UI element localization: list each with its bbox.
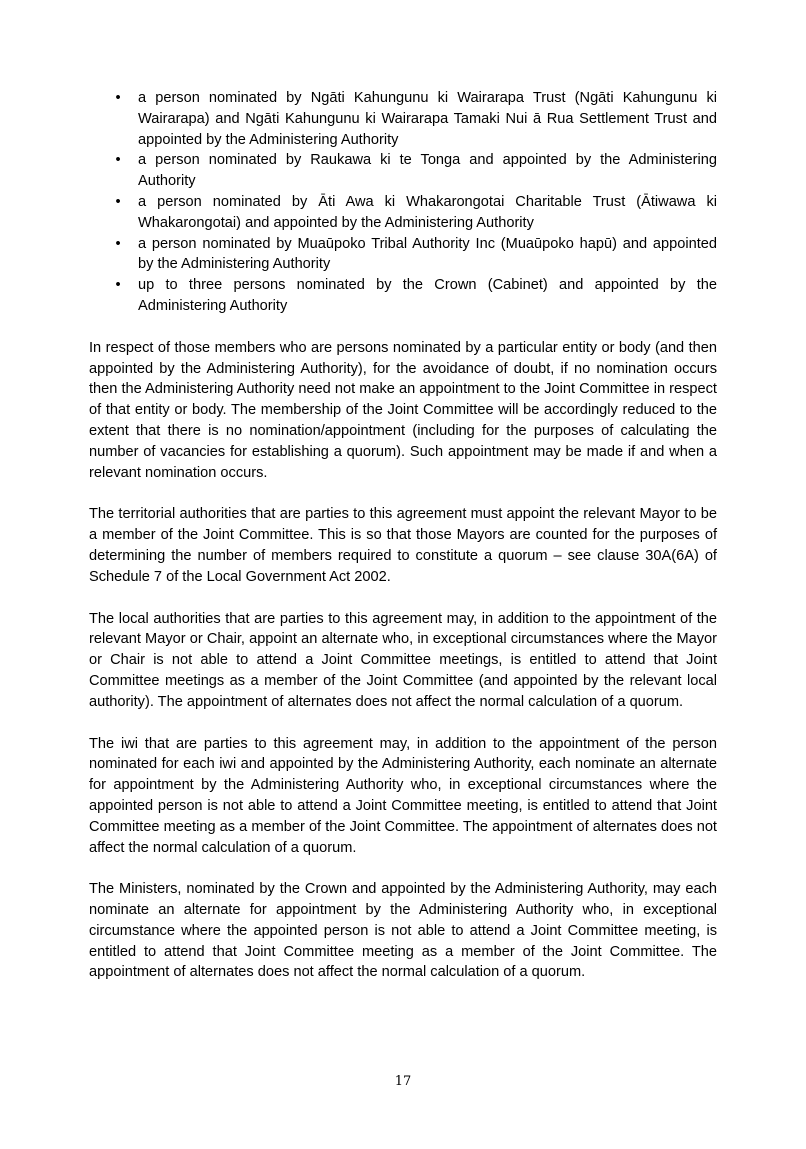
- bullet-item: [89, 150, 717, 192]
- page-number: 17: [394, 1074, 412, 1089]
- bullet-item: [89, 192, 717, 234]
- bullet-item: [89, 234, 717, 276]
- paragraph-local-authorities-alternates: The local authorities that are parties to this agreement may, in addition to the appointment of the relevant Mayor or Chair, appoint an alternate who, in exceptional circumstances where the Mayor or Chair is not able to attend a Joint Committee meetings, is entitled to attend that Joint Committee meetings as a member of the Joint Committee (and appointed by the relevant local authority). The appointment of alternates does not affect the normal calculation of a quorum.: [89, 610, 717, 710]
- bullet-text: a person nominated by Raukawa ki te Tonga and appointed by the Administering Authority: [138, 152, 717, 190]
- bullet-icon: •: [115, 193, 121, 210]
- paragraph-iwi-alternates: The iwi that are parties to this agreement may, in addition to the appointment of the person nominated for each iwi and appointed by the Administering Authority, each nominate an alternate for appointment by the Administering Authority who, in exceptional circumstances where the appointed person is not able to attend a Joint Committee meeting, is entitled to attend that Joint Committee meeting as a member of the Joint Committee. The appointment of alternates does not affect the normal calculation of a quorum.: [89, 735, 717, 856]
- bullet-item: [89, 275, 717, 317]
- bullet-icon: •: [115, 152, 121, 169]
- bullet-text: up to three persons nominated by the Crown (Cabinet) and appointed by the Administering Authority: [138, 277, 717, 314]
- paragraph-ministers-alternates: The Ministers, nominated by the Crown and appointed by the Administering Authority, may each nominate an alternate for appointment by the Administering Authority who, in exceptional circumstance where the appointed person is not able to attend a Joint Committee meeting, is entitled to attend that Joint Committee meeting as a member of the Joint Committee. The appointment of alternates does not affect the normal calculation of a quorum.: [89, 881, 717, 981]
- page-body: [89, 88, 717, 983]
- bullet-icon: •: [115, 277, 121, 294]
- bullet-text: a person nominated by Āti Awa ki Whakarongotai Charitable Trust (Ātiwawa ki Whakarongotai) and appointed by the Administering Authority: [138, 193, 717, 231]
- paragraph-territorial-authorities: The territorial authorities that are parties to this agreement must appoint the relevant Mayor to be a member of the Joint Committee. This is so that those Mayors are counted for the purposes of determining the number of members required to constitute a quorum – see clause 30A(6A) of Schedule 7 of the Local Government Act 2002.: [89, 506, 717, 585]
- nominee-bullet-list: [89, 88, 717, 317]
- bullet-item: [89, 88, 717, 150]
- bullet-icon: •: [115, 235, 121, 252]
- bullet-icon: •: [115, 90, 121, 106]
- bullet-text: a person nominated by Ngāti Kahungunu ki Wairarapa Trust (Ngāti Kahungunu ki Wairarapa) and Ngāti Kahungunu ki Wairarapa Tamaki Nui ā Rua Settlement Trust and appointed by the Administering Authority: [138, 90, 717, 148]
- paragraph-nomination: In respect of those members who are persons nominated by a particular entity or body (and then appointed by the Administering Authority), for the avoidance of doubt, if no nomination occurs then the Administering Authority need not make an appointment to the Joint Committee in respect of that entity or body. The membership of the Joint Committee will be accordingly reduced to the extent that there is no nomination/appointment (including for the purposes of calculating the number of vacancies for establishing a quorum). Such appointment may be made if and when a relevant nomination occurs.: [89, 339, 717, 481]
- bullet-text: a person nominated by Muaūpoko Tribal Authority Inc (Muaūpoko hapū) and appointed by the Administering Authority: [138, 235, 717, 273]
